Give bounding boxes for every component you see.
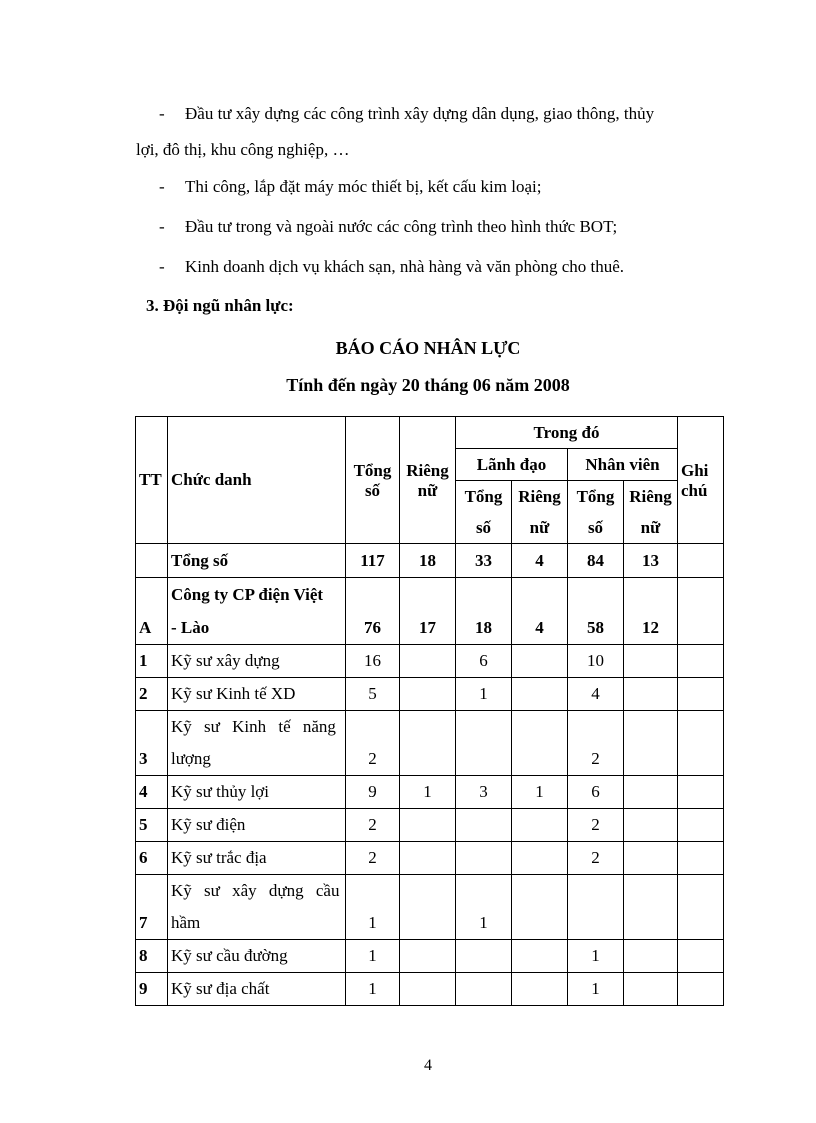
cell-tt: A xyxy=(136,578,168,645)
cell-ghi-chu xyxy=(678,711,724,776)
header-tong-top: Tổng xyxy=(346,417,400,481)
table-row xyxy=(136,678,724,711)
cell-ld-rieng xyxy=(512,842,568,875)
cell-tt: 3 xyxy=(136,711,168,776)
cell-label-line-2: - Lào xyxy=(171,618,210,637)
total-row xyxy=(136,544,724,578)
cell-nv-tong: 4 xyxy=(568,678,624,711)
cell-label-text: Kỹ sư xây dựng cầu xyxy=(171,881,340,900)
bullet-text: Kinh doanh dịch vụ khách sạn, nhà hàng và văn phòng cho thuê. xyxy=(185,257,625,276)
cell-ld-rieng: 1 xyxy=(512,776,568,809)
bullet-dash: - xyxy=(159,177,165,196)
table-row xyxy=(136,940,724,973)
cell-rieng xyxy=(400,678,456,711)
cell-tt: 5 xyxy=(136,809,168,842)
cell-nv-rieng xyxy=(624,973,678,1006)
cell-ld-rieng xyxy=(512,678,568,711)
cell-label xyxy=(168,578,346,645)
cell-tong: 5 xyxy=(346,678,400,711)
cell-label-line-2: lượng xyxy=(171,749,211,768)
cell-ld-tong: 1 xyxy=(456,678,512,711)
cell-ghi-chu xyxy=(678,578,724,645)
cell-nv-rieng xyxy=(624,776,678,809)
cell-label: Kỹ sư thủy lợi xyxy=(168,776,346,809)
cell-tong: 16 xyxy=(346,645,400,678)
cell-ld-tong xyxy=(456,842,512,875)
cell-nv-rieng xyxy=(624,678,678,711)
bullet-text: Đầu tư trong và ngoài nước các công trình theo hình thức BOT; xyxy=(185,217,618,236)
cell-nv-tong: 2 xyxy=(568,809,624,842)
cell-ld-rieng xyxy=(512,940,568,973)
header-rieng-top: Riêng xyxy=(400,417,456,481)
cell-rieng xyxy=(400,645,456,678)
cell-ld-tong: 3 xyxy=(456,776,512,809)
table-row xyxy=(136,875,724,940)
cell-tong: 1 xyxy=(346,973,400,1006)
header-ghi-bottom: chú xyxy=(678,481,724,544)
cell-ld-tong: 33 xyxy=(456,544,512,578)
bullet-text: Thi công, lắp đặt máy móc thiết bị, kết cấu kim loại; xyxy=(185,177,542,196)
cell-tong: 1 xyxy=(346,875,400,940)
cell-tt: 1 xyxy=(136,645,168,678)
cell-nv-rieng xyxy=(624,940,678,973)
cell-label: Kỹ sư trắc địa xyxy=(168,842,346,875)
bullet-dash: - xyxy=(159,217,165,236)
cell-label-line-1 xyxy=(171,711,342,743)
cell-nv-tong: 1 xyxy=(568,973,624,1006)
cell-nv-tong: 1 xyxy=(568,940,624,973)
cell-tong: 2 xyxy=(346,809,400,842)
cell-nv-rieng: 13 xyxy=(624,544,678,578)
cell-tt: 9 xyxy=(136,973,168,1006)
cell-nv-tong: 84 xyxy=(568,544,624,578)
report-subtitle: Tính đến ngày 20 tháng 06 năm 2008 xyxy=(286,375,570,395)
cell-ghi-chu xyxy=(678,973,724,1006)
cell-label: Kỹ sư điện xyxy=(168,809,346,842)
header-ld-tong-2: số xyxy=(456,512,512,544)
cell-nv-tong: 2 xyxy=(568,711,624,776)
cell-rieng xyxy=(400,809,456,842)
header-trong-do: Trong đó xyxy=(456,417,678,449)
cell-ld-tong: 1 xyxy=(456,875,512,940)
cell-ld-rieng xyxy=(512,973,568,1006)
cell-tt xyxy=(136,544,168,578)
bullet-text: Đầu tư xây dựng các công trình xây dựng dân dụng, giao thông, thủy xyxy=(185,104,655,123)
cell-nv-rieng xyxy=(624,809,678,842)
bullet-dash: - xyxy=(159,257,165,276)
cell-ghi-chu xyxy=(678,776,724,809)
cell-label xyxy=(168,875,346,940)
cell-rieng xyxy=(400,711,456,776)
cell-ghi-chu xyxy=(678,544,724,578)
cell-nv-tong: 58 xyxy=(568,578,624,645)
cell-ghi-chu xyxy=(678,678,724,711)
table-row xyxy=(136,711,724,776)
cell-ld-tong xyxy=(456,973,512,1006)
cell-tong: 2 xyxy=(346,842,400,875)
cell-nv-rieng: 12 xyxy=(624,578,678,645)
cell-label-line-2: hầm xyxy=(171,913,201,932)
cell-ghi-chu xyxy=(678,875,724,940)
cell-ld-rieng xyxy=(512,711,568,776)
header-ld-rieng: Riêng xyxy=(512,481,568,513)
cell-nv-rieng xyxy=(624,842,678,875)
cell-ld-rieng xyxy=(512,809,568,842)
cell-label: Kỹ sư xây dựng xyxy=(168,645,346,678)
cell-rieng xyxy=(400,842,456,875)
cell-tong: 9 xyxy=(346,776,400,809)
cell-label-line-1 xyxy=(171,875,342,907)
cell-ghi-chu xyxy=(678,842,724,875)
cell-nv-tong: 10 xyxy=(568,645,624,678)
cell-label xyxy=(168,711,346,776)
header-nv-rieng-2: nữ xyxy=(624,512,678,544)
cell-label-text: Kỹ sư Kinh tế năng xyxy=(171,717,336,736)
report-title: BÁO CÁO NHÂN LỰC xyxy=(335,338,521,358)
header-ghi-top: Ghi xyxy=(678,417,724,481)
cell-rieng xyxy=(400,940,456,973)
section-heading: 3. Đội ngũ nhân lực: xyxy=(146,296,294,315)
cell-label: Kỹ sư địa chất xyxy=(168,973,346,1006)
table-row xyxy=(136,776,724,809)
cell-ghi-chu xyxy=(678,940,724,973)
cell-ghi-chu xyxy=(678,809,724,842)
cell-ld-tong: 6 xyxy=(456,645,512,678)
cell-ld-tong xyxy=(456,940,512,973)
cell-nv-tong: 6 xyxy=(568,776,624,809)
page-number: 4 xyxy=(424,1057,432,1074)
header-tt: TT xyxy=(136,417,168,544)
header-tong-bottom: số xyxy=(346,481,400,544)
table-row xyxy=(136,973,724,1006)
cell-nv-rieng xyxy=(624,645,678,678)
cell-nv-tong xyxy=(568,875,624,940)
cell-tt: 7 xyxy=(136,875,168,940)
header-nhan-vien: Nhân viên xyxy=(568,449,678,481)
cell-tt: 6 xyxy=(136,842,168,875)
header-lanh-dao: Lãnh đạo xyxy=(456,449,568,481)
table-row xyxy=(136,842,724,875)
cell-ld-rieng: 4 xyxy=(512,544,568,578)
cell-label: Kỹ sư Kinh tế XD xyxy=(168,678,346,711)
header-nv-rieng: Riêng xyxy=(624,481,678,513)
cell-tt: 8 xyxy=(136,940,168,973)
bullet-item-1-continuation: lợi, đô thị, khu công nghiệp, … xyxy=(136,140,350,159)
cell-ld-rieng: 4 xyxy=(512,578,568,645)
cell-tt: 2 xyxy=(136,678,168,711)
table-row xyxy=(136,809,724,842)
header-ld-tong: Tổng xyxy=(456,481,512,513)
cell-rieng: 1 xyxy=(400,776,456,809)
header-ld-rieng-2: nữ xyxy=(512,512,568,544)
header-chuc-danh: Chức danh xyxy=(168,417,346,544)
cell-label: Kỹ sư cầu đường xyxy=(168,940,346,973)
cell-nv-tong: 2 xyxy=(568,842,624,875)
cell-tt: 4 xyxy=(136,776,168,809)
cell-rieng: 18 xyxy=(400,544,456,578)
cell-ld-rieng xyxy=(512,875,568,940)
cell-nv-rieng xyxy=(624,875,678,940)
cell-rieng xyxy=(400,973,456,1006)
table-row xyxy=(136,645,724,678)
header-nv-tong-2: số xyxy=(568,512,624,544)
header-rieng-bottom: nữ xyxy=(400,481,456,544)
cell-tong: 2 xyxy=(346,711,400,776)
cell-rieng xyxy=(400,875,456,940)
cell-label: Tổng số xyxy=(168,544,346,578)
cell-nv-rieng xyxy=(624,711,678,776)
cell-label-line-1: Công ty CP điện Việt xyxy=(171,585,324,604)
bullet-dash: - xyxy=(159,104,165,123)
header-row-1 xyxy=(136,417,724,449)
cell-tong: 76 xyxy=(346,578,400,645)
header-nv-tong: Tổng xyxy=(568,481,624,513)
cell-ld-tong xyxy=(456,711,512,776)
staff-report-table xyxy=(135,416,724,1006)
cell-ld-tong xyxy=(456,809,512,842)
cell-ghi-chu xyxy=(678,645,724,678)
company-row xyxy=(136,578,724,645)
cell-rieng: 17 xyxy=(400,578,456,645)
cell-ld-tong: 18 xyxy=(456,578,512,645)
cell-tong: 117 xyxy=(346,544,400,578)
cell-tong: 1 xyxy=(346,940,400,973)
cell-ld-rieng xyxy=(512,645,568,678)
